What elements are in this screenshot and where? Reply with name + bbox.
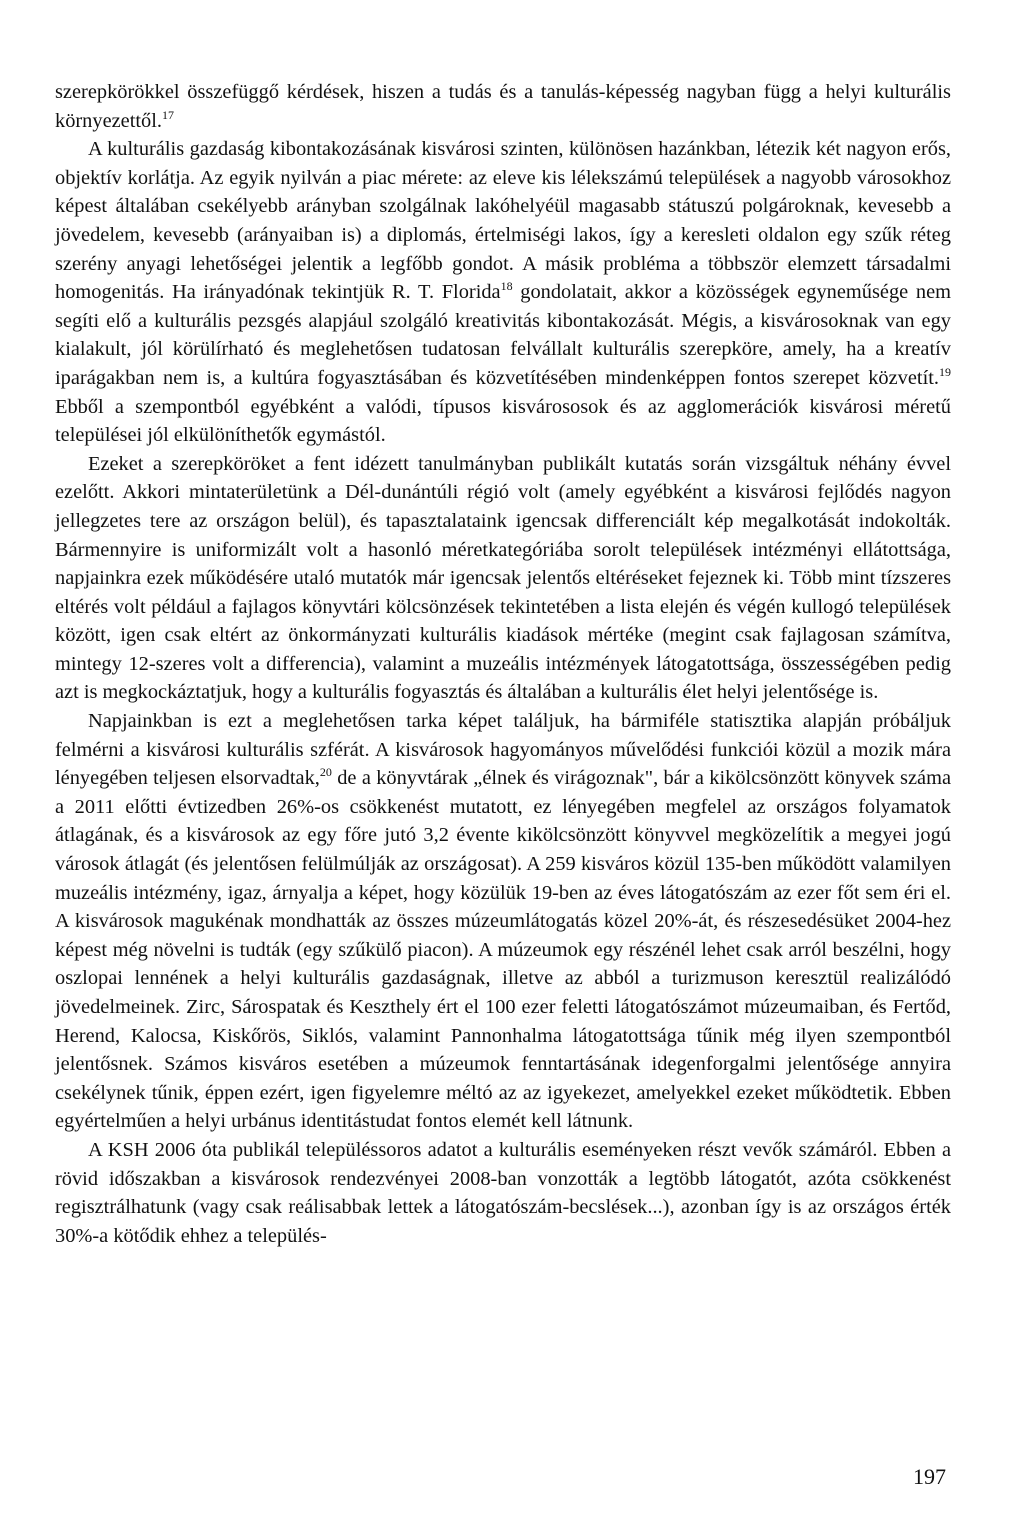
paragraph-text: A kulturális gazdaság kibontakozásának kisvárosi szinten, különösen hazánkban, létezik két nagyon erős, objektív korlátja. Az egyik nyilván a piac mérete: az eleve kis lélekszámú települések a nagyobb városokhoz képest általában csekélyebb arányban szolgálnak lakóhelyéül magasabb státuszú polgároknak, kevesebb a jövedelem, kevesebb (arányaiban is) a diplomás, értelmiségi lakos, így a keresleti oldalon egy szűk réteg szerény anyagi lehetőségei jelentik a legfőbb gondot. A másik probléma a többször elemzett társadalmi homogenitás. Ha irányadónak tekintjük R. T. Florida (55, 138, 951, 304)
footnote-marker: 20 (319, 765, 332, 780)
paragraph-continuation (55, 78, 951, 135)
paragraph (55, 1136, 951, 1250)
footnote-marker: 17 (162, 107, 175, 122)
footnote-marker: 19 (939, 364, 951, 379)
document-page (55, 78, 951, 1250)
paragraph-text: de a könyvtárak „élnek és virágoznak", bár a kikölcsönzött könyvek száma a 2011 előtti évtizedben 26%-os csökkenést mutatott, ez lényegében megfelel az országos folyamatok átlagának, és a kisvárosok az egy főre jutó 3,2 évente kikölcsönzött könyvvel megközelítik a megyei jogú városok átlagát (és jelentősen felülmúlják az országosat). A 259 kisváros közül 135-ben működött valamilyen muzeális intézmény, igaz, árnyalja a képet, hogy közülük 19-ben az éves látogatószám az ezer főt sem éri el. A kisvárosok magukénak mondhatták az összes múzeumlátogatás közel 20%-át, és részesedésüket 2004-hez képest még növelni is tudták (egy szűkülő piacon). A múzeumok egy részénél lehet csak arról beszélni, hogy oszlopai lennének a helyi kulturális gazdaságnak, illetve az abból a turizmuson keresztül realizálódó jövedelmeinek. Zirc, Sárospatak és Keszthely ért el 100 ezer feletti látogatószámot múzeumaiban, és Fertőd, Herend, Kalocsa, Kiskőrös, Siklós, valamint Pannonhalma látogatottsága tűnik még ilyen szempontból jelentősnek. Számos kisváros esetében a múzeumok fenntartásának idegenforgalmi jelentősége annyira csekélynek tűnik, éppen ezért, igen figyelemre méltó az az igyekezet, amelyekkel ezeket működtetik. Ebben egyértelműen a helyi urbánus identitástudat fontos elemét kell látnunk. (55, 767, 951, 1133)
paragraph-text: Ezeket a szerepköröket a fent idézett tanulmányban publikált kutatás során vizsgáltuk néhány évvel ezelőtt. Akkori mintaterületünk a Dél-dunántúli régió volt (amely egyébként a kisvárosi fejlődés nagyon jellegzetes tere az országon belül), és tapasztalataink igencsak differenciált kép megalkotását indokolták. Bármennyire is uniformizált volt a hasonló méretkategóriába sorolt települések intézményi ellátottsága, napjainkra ezek működésére utaló mutatók már igencsak jelentős eltéréseket fejeznek ki. Több mint tízszeres eltérés volt például a fajlagos könyvtári kölcsönzések tekintetében a lista elején és végén kullogó települések között, igen csak eltért az önkormányzati kulturális kiadások mértéke (megint csak fajlagosan számítva, mintegy 12-szeres volt a differencia), valamint a muzeális intézmények látogatottsága, összességében pedig azt is megkockáztatjuk, hogy a kulturális fogyasztás és általában a kulturális élet helyi jelentősége is. (55, 452, 951, 704)
paragraph-text: szerepkörökkel összefüggő kérdések, hiszen a tudás és a tanulás-képesség nagyban függ a helyi kulturális környezettől. (55, 81, 951, 132)
footnote-marker: 18 (500, 279, 513, 294)
paragraph-text: gondolatait, akkor a közösségek egyneműsége nem segíti elő a kulturális pezsgés alapjául szolgáló kreativitás kibontakozását. Mégis, a kisvárosoknak van egy kialakult, jól körülírható és meglehetősen tudatosan felvállalt kulturális szerepköre, amely, ha a kreatív iparágakban nem is, a kultúra fogyasztásában és közvetítésében mindenképpen fontos szerepet közvetít. (55, 281, 951, 389)
paragraph (55, 450, 951, 707)
paragraph-text: A KSH 2006 óta publikál településsoros adatot a kulturális eseményeken részt vevők számáról. Ebben a rövid időszakban a kisvárosok rendezvényei 2008-ban vonzották a legtöbb látogatót, azóta csökkenést regisztrálhatunk (vagy csak reálisabbak lettek a látogatószám-becslések...), azonban így is az országos érték 30%-a kötődik ehhez a település- (55, 1138, 951, 1247)
paragraph (55, 707, 951, 1136)
paragraph-text: Napjainkban is ezt a meglehetősen tarka képet találjuk, ha bármiféle statisztika alapján próbáljuk felmérni a kisvárosi kulturális szférát. A kisvárosok hagyományos művelődési funkciói közül a mozik mára lényegében teljesen elsorvadtak, (55, 710, 951, 790)
paragraph (55, 135, 951, 450)
page-number: 197 (913, 1464, 946, 1489)
paragraph-text: Ebből a szempontból egyébként a valódi, típusos kisvárososok és az agglomerációk kisvárosi méretű települései jól elkülöníthetők egymástól. (55, 395, 951, 447)
